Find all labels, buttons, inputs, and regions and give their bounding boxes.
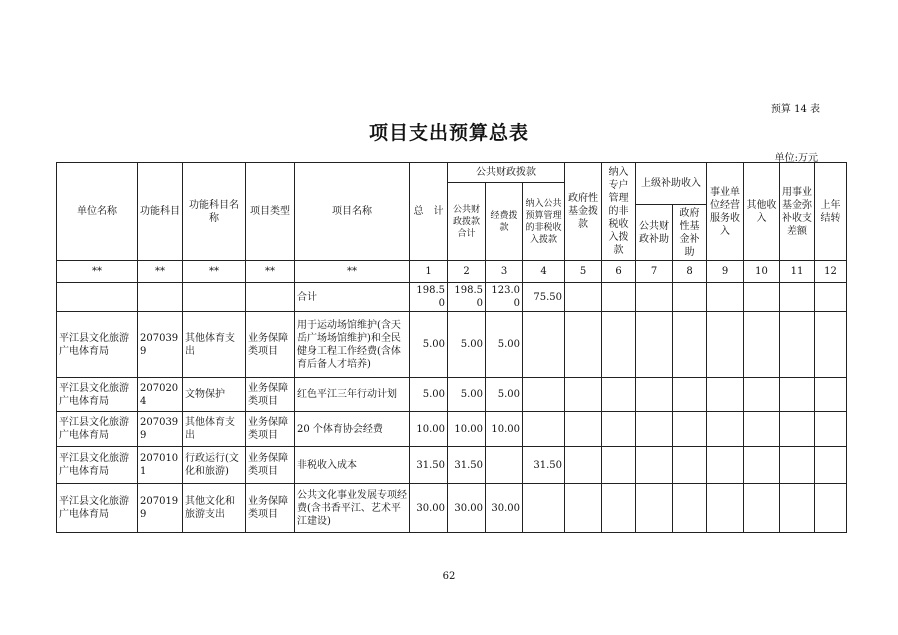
row-code: 2070399 xyxy=(138,412,183,447)
index-cell: ** xyxy=(57,261,138,283)
row-nontax xyxy=(523,484,565,533)
table-row xyxy=(57,447,847,484)
header-public-sub: 公共财政补助 xyxy=(636,205,673,261)
row-unit: 平江县文化旅游广电体育局 xyxy=(57,412,138,447)
header-biz-income: 事业单位经营服务收入 xyxy=(707,163,744,261)
index-cell: ** xyxy=(183,261,246,283)
row-func: 文物保护 xyxy=(183,378,246,412)
total-nontax: 75.50 xyxy=(523,283,565,312)
header-other-income: 其他收入 xyxy=(744,163,780,261)
row-public: 31.50 xyxy=(448,447,486,484)
index-cell: 10 xyxy=(744,261,780,283)
total-label: 合计 xyxy=(295,283,410,312)
index-cell: 7 xyxy=(636,261,673,283)
budget-table xyxy=(56,162,847,533)
row-nontax xyxy=(523,378,565,412)
row-unit: 平江县文化旅游广电体育局 xyxy=(57,378,138,412)
row-func: 其他文化和旅游支出 xyxy=(183,484,246,533)
row-total: 30.00 xyxy=(410,484,448,533)
header-proj-type: 项目类型 xyxy=(246,163,295,261)
index-cell: 3 xyxy=(486,261,523,283)
row-total: 10.00 xyxy=(410,412,448,447)
page-number: 62 xyxy=(442,571,456,582)
table-row xyxy=(57,312,847,378)
header-non-tax: 纳入公共预算管理的非税收入拨款 xyxy=(523,183,565,261)
row-total: 5.00 xyxy=(410,378,448,412)
row-name: 非税收入成本 xyxy=(295,447,410,484)
row-type: 业务保障类项目 xyxy=(246,412,295,447)
table-number: 预算 14 表 xyxy=(770,104,820,115)
row-func: 其他体育支出 xyxy=(183,312,246,378)
row-name: 用于运动场馆维护(含天岳广场场馆维护)和全民健身工程工作经费(含体育后备人才培养) xyxy=(295,312,410,378)
index-row xyxy=(57,261,847,283)
index-cell: 9 xyxy=(707,261,744,283)
row-total: 31.50 xyxy=(410,447,448,484)
header-row-1 xyxy=(57,163,847,183)
header-gov-fund-sub: 政府性基金补助 xyxy=(673,205,707,261)
header-proj-name: 项目名称 xyxy=(295,163,410,261)
table-row xyxy=(57,412,847,447)
total-row xyxy=(57,283,847,312)
row-type: 业务保障类项目 xyxy=(246,378,295,412)
total-public: 198.50 xyxy=(448,283,486,312)
row-func: 其他体育支出 xyxy=(183,412,246,447)
row-code: 2070399 xyxy=(138,312,183,378)
header-func-name: 功能科目名称 xyxy=(183,163,246,261)
index-cell: ** xyxy=(138,261,183,283)
total-fee: 123.00 xyxy=(486,283,523,312)
total-amount: 198.50 xyxy=(410,283,448,312)
header-public-fin: 公共财政拨款 xyxy=(448,163,565,183)
row-fee: 5.00 xyxy=(486,378,523,412)
index-cell: ** xyxy=(295,261,410,283)
table-row xyxy=(57,484,847,533)
row-total: 5.00 xyxy=(410,312,448,378)
row-fee: 10.00 xyxy=(486,412,523,447)
row-public: 30.00 xyxy=(448,484,486,533)
index-cell: 5 xyxy=(565,261,602,283)
index-cell: 6 xyxy=(602,261,636,283)
row-name: 红色平江三年行动计划 xyxy=(295,378,410,412)
header-func-code: 功能科目 xyxy=(138,163,183,261)
row-nontax xyxy=(523,312,565,378)
header-unit-name: 单位名称 xyxy=(57,163,138,261)
header-special-nontax: 纳入专户管理的非税收入拨款 xyxy=(602,163,636,261)
index-cell: 11 xyxy=(780,261,815,283)
row-fee: 30.00 xyxy=(486,484,523,533)
row-unit: 平江县文化旅游广电体育局 xyxy=(57,312,138,378)
row-fee xyxy=(486,447,523,484)
header-public-fin-total: 公共财政拨款合计 xyxy=(448,183,486,261)
row-name: 公共文化事业发展专项经费(含书香平江、艺术平江建设) xyxy=(295,484,410,533)
index-cell: 4 xyxy=(523,261,565,283)
row-code: 2070204 xyxy=(138,378,183,412)
row-public: 10.00 xyxy=(448,412,486,447)
index-cell: 1 xyxy=(410,261,448,283)
row-type: 业务保障类项目 xyxy=(246,312,295,378)
page-title: 项目支出预算总表 xyxy=(368,122,529,144)
row-type: 业务保障类项目 xyxy=(246,447,295,484)
header-total: 总 计 xyxy=(410,163,448,261)
index-cell: 8 xyxy=(673,261,707,283)
table-row xyxy=(57,378,847,412)
row-func: 行政运行(文化和旅游) xyxy=(183,447,246,484)
index-cell: 2 xyxy=(448,261,486,283)
row-unit: 平江县文化旅游广电体育局 xyxy=(57,484,138,533)
header-carryover: 上年结转 xyxy=(815,163,847,261)
header-fee-approp: 经费拨款 xyxy=(486,183,523,261)
header-gov-fund: 政府性基金拨款 xyxy=(565,163,602,261)
row-nontax: 31.50 xyxy=(523,447,565,484)
row-public: 5.00 xyxy=(448,312,486,378)
header-fund-gap: 用事业基金弥补收支差额 xyxy=(780,163,815,261)
row-type: 业务保障类项目 xyxy=(246,484,295,533)
row-public: 5.00 xyxy=(448,378,486,412)
index-cell: 12 xyxy=(815,261,847,283)
row-unit: 平江县文化旅游广电体育局 xyxy=(57,447,138,484)
header-superior-sub: 上级补助收入 xyxy=(636,163,707,205)
row-nontax xyxy=(523,412,565,447)
row-fee: 5.00 xyxy=(486,312,523,378)
row-name: 20 个体育协会经费 xyxy=(295,412,410,447)
row-code: 2070199 xyxy=(138,484,183,533)
unit-label: 单位:万元 xyxy=(774,153,818,164)
index-cell: ** xyxy=(246,261,295,283)
row-code: 2070101 xyxy=(138,447,183,484)
